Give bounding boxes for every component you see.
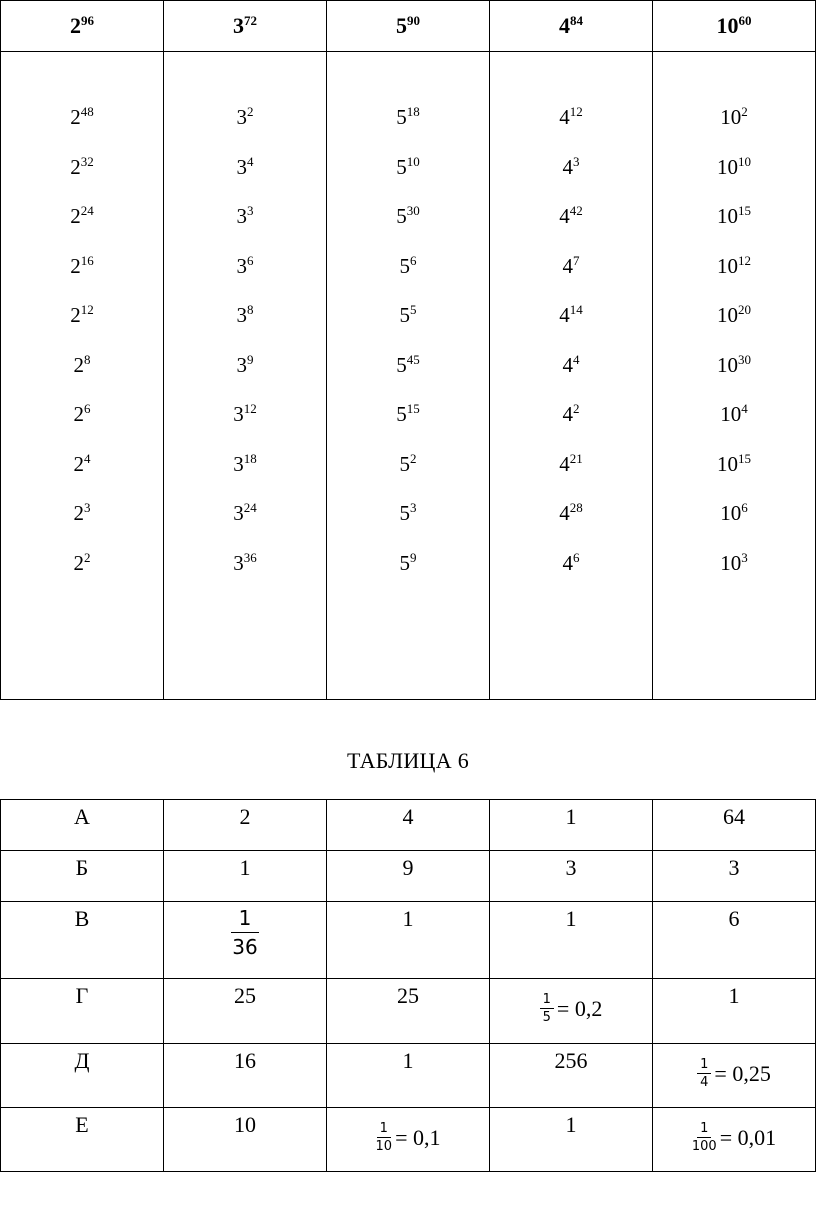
power-entry: $3^{36}$ [233,549,257,575]
power-entry: $2^{48}$ [70,104,94,129]
fraction-cell [490,979,653,1044]
denominator: 10 [375,1139,393,1154]
cell: 4 [327,800,490,851]
numerator: 1 [377,1121,391,1138]
power-entry: $5^{30}$ [396,203,420,228]
power-entry: $5^2$ [399,450,417,476]
power-entry: $2^{32}$ [70,153,94,179]
power-entry: $2^8$ [73,351,91,377]
power-entry: $2^4$ [73,450,91,476]
power-entry: $4^2$ [562,401,580,426]
powers-column [1,52,164,700]
header-cell: $4^{84}$ [490,1,653,52]
power-entry: $4^{28}$ [559,500,583,525]
cell: 1 [327,1044,490,1108]
cell: 25 [327,979,490,1044]
cell: 1 [653,979,816,1044]
table-row [1,902,816,979]
powers-header-row [1,1,816,52]
decimal-equivalent: = 0,1 [395,1124,441,1150]
cell: 1 [164,851,327,902]
fraction-cell [164,902,327,979]
powers-column [490,52,653,700]
power-entry: $4^{12}$ [559,104,583,129]
powers-column [327,52,490,700]
cell: 2 [164,800,327,851]
power-entry: $10^{12}$ [717,252,751,278]
power-entry: $3^3$ [236,203,254,228]
power-entry: $5^5$ [399,302,417,327]
power-entry: $10^3$ [720,549,748,575]
table-row [1,851,816,902]
decimal-equivalent: = 0,25 [714,1060,771,1086]
power-entry: $2^6$ [73,401,91,426]
power-entry: $3^9$ [236,351,254,377]
power-entry: $5^{15}$ [396,401,420,426]
numerator: 1 [697,1121,711,1138]
power-entry: $10^{15}$ [717,203,751,228]
power-entry: $5^{10}$ [396,153,420,179]
cell: 1 [490,800,653,851]
table-row [1,800,816,851]
powers-body-row [1,52,816,700]
power-entry: $3^{24}$ [233,500,257,525]
denominator: 100 [691,1139,717,1154]
cell: 1 [490,1108,653,1172]
cell: 64 [653,800,816,851]
power-entry: $3^8$ [236,302,254,327]
power-entry: $3^4$ [236,153,254,179]
power-entry: $3^2$ [236,104,254,129]
fraction-cell [653,1044,816,1108]
power-entry: $10^{20}$ [717,302,751,327]
power-entry: $2^2$ [73,549,91,575]
header-cell: $2^{96}$ [1,1,164,52]
fraction [376,1121,393,1154]
power-entry: $2^{16}$ [70,252,94,278]
numerator: 1 [540,992,554,1009]
decimal-equivalent: = 0,01 [719,1124,777,1150]
cell: 3 [490,851,653,902]
cell: 10 [164,1108,327,1172]
fraction [540,992,554,1025]
power-entry: $3^{18}$ [233,450,257,476]
row-label: Б [1,851,164,902]
cell: 16 [164,1044,327,1108]
power-entry: $5^6$ [399,252,417,278]
power-entry: $5^3$ [399,500,417,525]
denominator: 4 [700,1075,709,1090]
powers-column [653,52,816,700]
denominator: 5 [542,1010,551,1025]
cell: 6 [653,902,816,979]
row-label: Д [1,1044,164,1108]
fraction [231,906,260,959]
power-entry: $2^{24}$ [70,203,94,228]
power-entry: $10^2$ [720,104,748,129]
power-entry: $10^{30}$ [717,351,751,377]
power-entry: $4^{21}$ [559,450,583,476]
table-6 [0,799,816,1172]
power-entry: $10^4$ [720,401,748,426]
power-entry: $3^6$ [236,252,254,278]
power-entry: $3^{12}$ [233,401,257,426]
cell: 1 [490,902,653,979]
table-row [1,979,816,1044]
cell: 1 [327,902,490,979]
power-entry: $10^6$ [720,500,748,525]
numerator: 1 [231,906,260,933]
table6-title: ТАБЛИЦА 6 [346,748,470,773]
power-entry: $5^{45}$ [396,351,420,377]
numerator: 1 [697,1057,711,1074]
cell: 25 [164,979,327,1044]
power-entry: $4^{42}$ [559,203,583,228]
decimal-equivalent: = 0,2 [556,995,603,1021]
header-cell: $3^{72}$ [164,1,327,52]
fraction [697,1057,711,1090]
power-entry: $10^{15}$ [717,450,751,476]
header-cell: $10^{60}$ [653,1,816,52]
fraction [692,1121,717,1154]
power-entry: $2^{12}$ [70,302,94,327]
table-row [1,1108,816,1172]
cell: 3 [653,851,816,902]
row-label: А [1,800,164,851]
power-entry: $4^4$ [562,351,580,377]
power-entry: $4^{14}$ [559,302,583,327]
power-entry: $5^{18}$ [396,104,420,129]
cell: 9 [327,851,490,902]
row-label: Г [1,979,164,1044]
power-entry: $10^{10}$ [717,153,751,179]
power-entry: $4^3$ [562,153,580,179]
header-cell: $5^{90}$ [327,1,490,52]
power-entry: $4^7$ [562,252,580,278]
row-label: В [1,902,164,979]
table-row [1,1044,816,1108]
fraction-cell [327,1108,490,1172]
power-entry: $4^6$ [562,549,580,575]
power-entry: $5^9$ [399,549,417,575]
cell: 256 [490,1044,653,1108]
denominator: 36 [232,935,258,959]
fraction-cell [653,1108,816,1172]
powers-column [164,52,327,700]
row-label: Е [1,1108,164,1172]
power-entry: $2^3$ [73,500,91,525]
